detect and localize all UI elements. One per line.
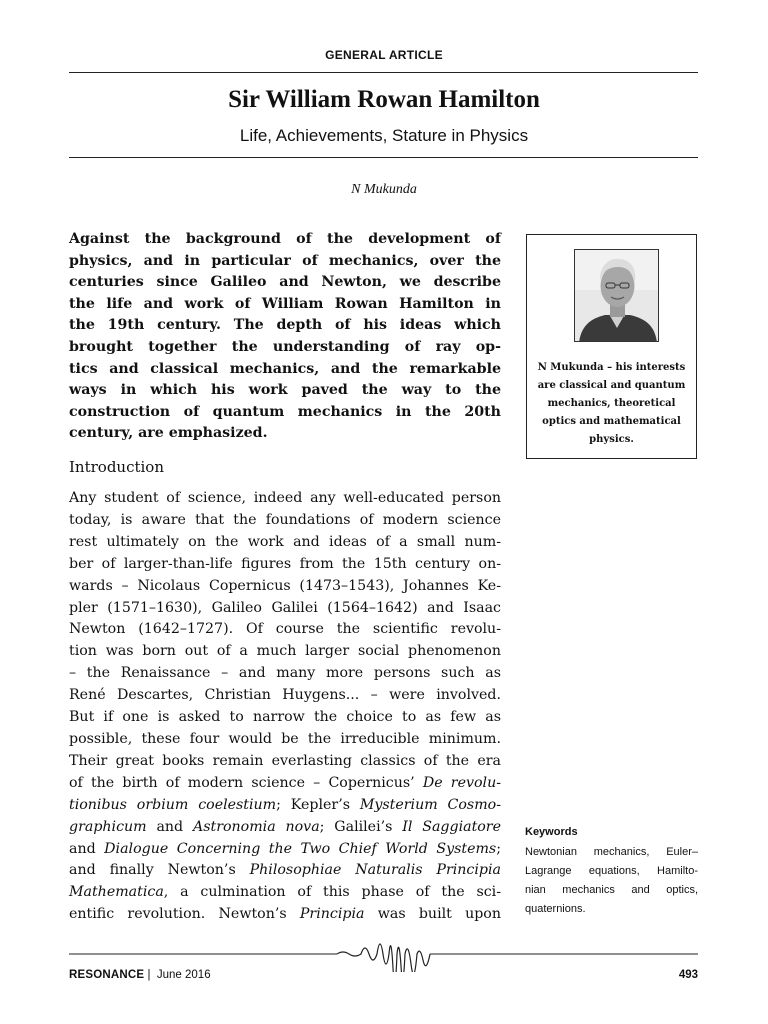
body-text-run: ; <box>496 840 501 857</box>
abstract-line: tics and classical mechanics, and the remarkable <box>69 360 501 377</box>
book-title: Astronomia nova <box>192 818 320 835</box>
keywords-heading: Keywords <box>525 826 578 838</box>
body-line: today, is aware that the foundations of modern science <box>69 511 501 528</box>
author-portrait-icon <box>575 250 659 342</box>
body-line <box>69 882 501 904</box>
body-line: wards – Nicolaus Copernicus (1473–1543), Johannes Ke- <box>69 577 501 594</box>
author-box <box>526 234 697 459</box>
body-line <box>69 773 501 795</box>
header-rule-top <box>69 72 698 73</box>
body-line: pler (1571–1630), Galileo Galilei (1564–1642) and Isaac <box>69 599 501 616</box>
book-title: tionibus orbium coelestium <box>69 796 277 813</box>
footer-journal <box>69 969 211 981</box>
abstract-line: the 19th century. The depth of his ideas which <box>69 317 501 334</box>
author-name: N Mukunda <box>351 182 417 197</box>
book-title: Il Saggiatore <box>402 818 501 835</box>
body-line: rest ultimately on the work and ideas of a small num- <box>69 533 501 550</box>
footer-separator: | <box>147 969 151 981</box>
keyword-line: quaternions. <box>525 903 586 915</box>
keyword-line: nian mechanics and optics, <box>525 884 698 896</box>
caption-name: N Mukunda <box>537 362 604 373</box>
abstract-line: construction of quantum mechanics in the 20th <box>69 403 501 420</box>
section-heading-introduction: Introduction <box>69 458 164 476</box>
author-photo <box>574 249 659 342</box>
body-line: But if one is asked to narrow the choice to as few as <box>69 709 501 726</box>
abstract-line: centuries since Galileo and Newton, we describe <box>69 274 501 291</box>
body-line: ber of larger-than-life figures from the 15th century on- <box>69 555 501 572</box>
body-line: Their great books remain everlasting classics of the era <box>69 752 501 769</box>
article-title: Sir William Rowan Hamilton <box>228 86 540 113</box>
body-text-run: ; Galilei’s <box>319 818 403 835</box>
book-title: Mysterium Cosmo- <box>359 796 501 813</box>
abstract-line: brought together the understanding of ray op- <box>69 338 501 355</box>
footer-wave-rule <box>69 936 698 972</box>
body-text-run: ; Kepler’s <box>276 796 360 813</box>
book-title: Dialogue Concerning the Two Chief World Systems <box>104 840 497 857</box>
section-label: GENERAL ARTICLE <box>325 48 443 62</box>
book-title: Mathematica <box>69 884 164 901</box>
body-line <box>69 795 501 817</box>
abstract-line: century, are emphasized. <box>69 425 268 442</box>
body-paragraph <box>69 488 501 926</box>
body-line: Any student of science, indeed any well-educated person <box>69 490 501 506</box>
body-line: possible, these four would be the irreducible minimum. <box>69 730 501 747</box>
book-title: De revolu- <box>422 774 501 791</box>
abstract-line: Against the background of the development of <box>69 231 501 247</box>
body-text-run: was built upon <box>364 906 501 923</box>
body-line <box>69 839 501 861</box>
keywords-list <box>525 843 698 919</box>
abstract-line: the life and work of William Rowan Hamilton in <box>69 295 501 312</box>
book-title: Philosophiae Naturalis Principia <box>249 862 501 879</box>
book-title: Principia <box>299 906 365 923</box>
abstract-line: ways in which his work paved the way to the <box>69 382 501 399</box>
body-text-run: entific revolution. Newton’s <box>69 906 300 923</box>
abstract <box>69 229 501 445</box>
body-line: – the Renaissance – and many more persons such as <box>69 665 501 682</box>
body-line <box>69 860 501 882</box>
body-line <box>69 904 501 926</box>
article-subtitle: Life, Achievements, Stature in Physics <box>239 126 529 145</box>
body-line: René Descartes, Christian Huygens... – were involved. <box>69 687 501 704</box>
keyword-line: Lagrange equations, Hamilto- <box>525 865 698 877</box>
body-line: tion was born out of a much larger social phenomenon <box>69 643 501 660</box>
body-text-run: of the birth of modern science – Copernicus’ <box>69 774 415 791</box>
book-title: graphicum <box>69 818 147 835</box>
header-rule-bottom <box>69 157 698 158</box>
body-line: Newton (1642–1727). Of course the scientific revolu- <box>69 621 501 638</box>
page-number: 493 <box>678 969 698 981</box>
body-text-run: , a culmination of this phase of the sci- <box>163 884 501 901</box>
body-text-run: and finally Newton’s <box>69 862 250 879</box>
body-text-run: and <box>146 818 193 835</box>
issue-date: June 2016 <box>156 969 211 981</box>
author-caption <box>533 359 690 449</box>
keyword-line: Newtonian mechanics, Euler– <box>525 846 698 858</box>
abstract-line: physics, and in particular of mechanics, over the <box>69 252 501 269</box>
journal-name: RESONANCE <box>69 969 145 981</box>
body-text-run: and <box>69 840 105 857</box>
caption-text: – his interests are classical and quantum mechanics, theoretical optics and mathematical physics. <box>537 362 686 445</box>
body-line <box>69 817 501 839</box>
